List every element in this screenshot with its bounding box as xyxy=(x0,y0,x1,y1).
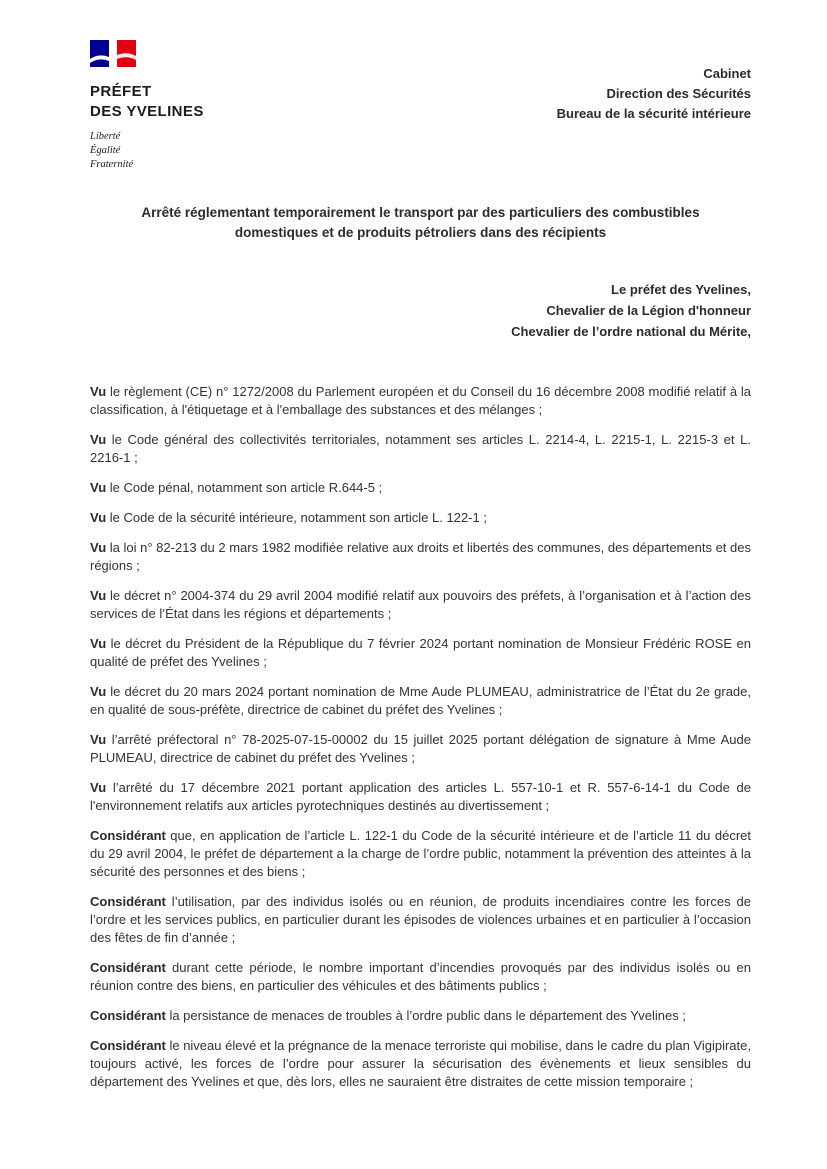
paragraph: Vu l’arrêté préfectoral n° 78-2025-07-15-00002 du 15 juillet 2025 portant délégation de signature à Mme Aude PLUMEAU, directrice de cabinet du préfet des Yvelines ; xyxy=(90,731,751,765)
paragraph: Considérant l’utilisation, par des individus isolés ou en réunion, de produits incendiaires contre les forces de l’ordre et les services publics, en particulier durant les épisodes de violences urbaines et en particulier à l’occasion des fêtes de fin d’année ; xyxy=(90,893,751,945)
paragraph-lead: Vu xyxy=(90,383,107,399)
document-title: Arrêté réglementant temporairement le transport par des particuliers des combustibles domestiques et de produits pétroliers dans des récipients xyxy=(141,204,700,241)
paragraph-lead: Vu xyxy=(90,635,107,651)
paragraph: Vu le décret du 20 mars 2024 portant nomination de Mme Aude PLUMEAU, administratrice de l’État du 2e grade, en qualité de sous-préfète, directrice de cabinet du préfet des Yvelines ; xyxy=(90,683,751,717)
paragraph: Vu la loi n° 82-213 du 2 mars 1982 modifiée relative aux droits et libertés des communes, des départements et des régions ; xyxy=(90,539,751,573)
body-paragraphs xyxy=(90,383,751,1091)
service-line-cabinet: Cabinet xyxy=(703,66,751,81)
ministry-line-2: DES YVELINES xyxy=(90,102,204,120)
paragraph: Vu le décret du Président de la République du 7 février 2024 portant nomination de Monsieur Frédéric ROSE en qualité de préfet des Yvelines ; xyxy=(90,635,751,669)
paragraph-lead: Vu xyxy=(90,479,107,495)
paragraph-lead: Considérant xyxy=(90,893,166,909)
paragraph-lead: Vu xyxy=(90,587,107,603)
paragraph-lead: Vu xyxy=(90,779,107,795)
paragraph: Vu le règlement (CE) n° 1272/2008 du Parlement européen et du Conseil du 16 décembre 2008 modifié relatif à la classification, à l'étiquetage et à l'emballage des substances et des mélanges ; xyxy=(90,383,751,417)
paragraph-lead: Considérant xyxy=(90,827,166,843)
motto-fraternite: Fraternité xyxy=(90,159,134,171)
motto-liberte: Liberté xyxy=(90,131,121,142)
issuer-line-3: Chevalier de l’ordre national du Mérite, xyxy=(511,323,751,339)
french-flag-icon xyxy=(90,40,138,72)
paragraph: Vu le Code général des collectivités territoriales, notamment ses articles L. 2214-4, L. 2215-1, L. 2215-3 et L. 2216-1 ; xyxy=(90,431,751,465)
paragraph: Vu l’arrêté du 17 décembre 2021 portant application des articles L. 557-10-1 et R. 557-6-14-1 du Code de l'environnement relatifs aux articles pyrotechniques destinés au divertissement ; xyxy=(90,779,751,813)
paragraph: Considérant que, en application de l’article L. 122-1 du Code de la sécurité intérieure et de l’article 11 du décret du 29 avril 2004, le préfet de département a la charge de l’ordre public, notamment la prévention des atteintes à la sécurité des personnes et des biens ; xyxy=(90,827,751,879)
issuer-block xyxy=(90,280,751,342)
paragraph-lead: Vu xyxy=(90,539,107,555)
paragraph: Considérant le niveau élevé et la prégnance de la menace terroriste qui mobilise, dans le cadre du plan Vigipirate, toujours activé, les forces de l’ordre pour assurer la sécurisation des évènements et lieux sensibles du département des Yvelines et que, dès lors, elles ne sauraient être distraites de cette mission temporaire ; xyxy=(90,1037,751,1089)
paragraph-lead: Considérant xyxy=(90,1037,166,1053)
issuer-line-2: Chevalier de la Légion d'honneur xyxy=(546,303,751,319)
paragraph-lead: Vu xyxy=(90,431,107,447)
republic-motto xyxy=(90,130,310,173)
ministry-line-1: PRÉFET xyxy=(90,83,152,100)
paragraph-lead: Vu xyxy=(90,509,107,525)
motto-egalite: Égalité xyxy=(90,145,121,157)
paragraph-lead: Considérant xyxy=(90,959,166,975)
service-block xyxy=(557,64,751,124)
paragraph: Considérant la persistance de menaces de troubles à l’ordre public dans le département des Yvelines ; xyxy=(90,1007,686,1023)
paragraph-lead: Vu xyxy=(90,683,107,699)
service-line-bureau: Bureau de la sécurité intérieure xyxy=(556,106,751,122)
paragraph-lead: Vu xyxy=(90,731,107,747)
paragraph: Vu le Code de la sécurité intérieure, notamment son article L. 122-1 ; xyxy=(90,509,487,525)
paragraph: Vu le décret n° 2004-374 du 29 avril 2004 modifié relatif aux pouvoirs des préfets, à l’organisation et à l’action des services de l’État dans les régions et départements ; xyxy=(90,587,751,621)
document-header xyxy=(90,40,751,173)
prefecture-logo-block xyxy=(90,40,310,173)
paragraph: Vu le Code pénal, notamment son article R.644-5 ; xyxy=(90,479,383,495)
ministry-name xyxy=(90,82,310,121)
service-line-direction: Direction des Sécurités xyxy=(606,86,751,102)
paragraph: Considérant durant cette période, le nombre important d’incendies provoqués par des individus isolés ou en réunion contre des biens, en particulier des véhicules et des bâtiments publics ; xyxy=(90,959,751,993)
paragraph-lead: Considérant xyxy=(90,1007,166,1023)
issuer-line-1: Le préfet des Yvelines, xyxy=(611,282,751,298)
